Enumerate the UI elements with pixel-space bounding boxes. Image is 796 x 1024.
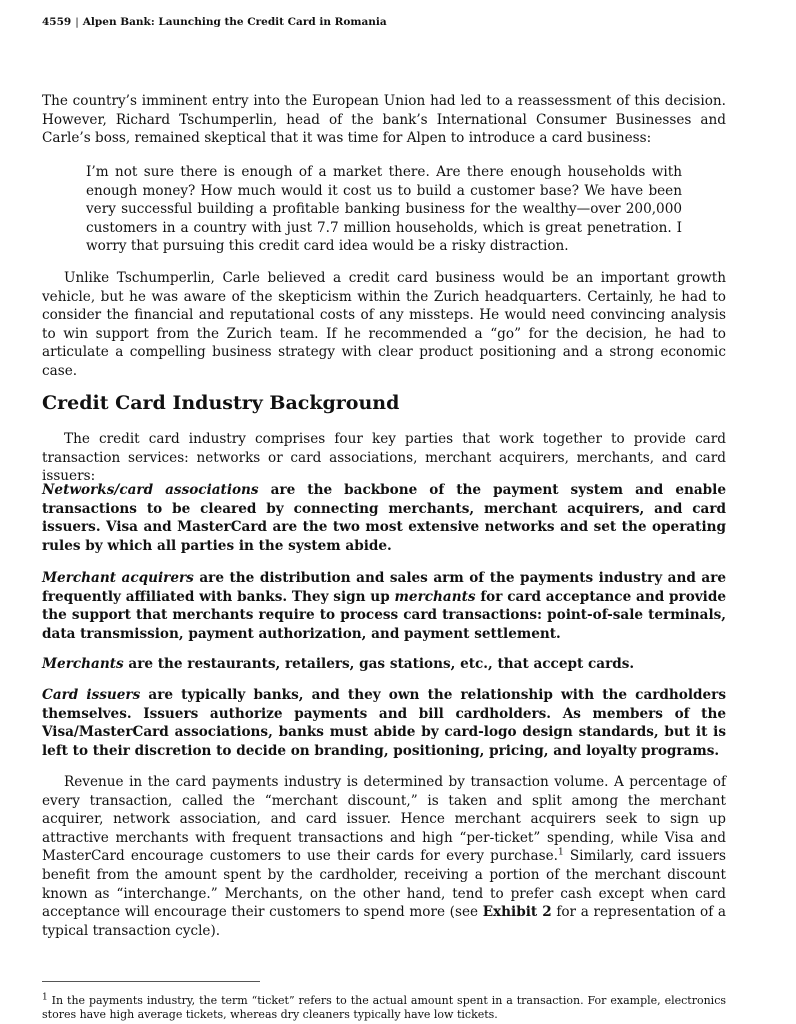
paragraph-carle: Unlike Tschumperlin, Carle believed a credit card business would be an important growth vehicle, but he was aware of the skepticism within the Zurich headquarters. Certainly, he had to consider the financial and reputational costs of any missteps. He would need convincing analysis to win support from the Zurich team. If he recommended a “go” for the decision, he had to articulate a compelling business strategy with clear product positioning and a strong economic case. bbox=[42, 270, 726, 379]
definition-networks bbox=[42, 481, 726, 555]
definition-merchant-acquirers-text-a: are the distribution and sales arm of the payments industry and are frequently affiliated with banks. They sign up bbox=[42, 570, 726, 605]
footnote-divider bbox=[42, 981, 260, 982]
definition-merchant-acquirers-text-b: for card acceptance and provide the support that merchants require to process card transactions: point-of-sale terminals, data transmission, payment authorization, and payment settlement. bbox=[42, 588, 726, 642]
header-separator: | bbox=[75, 16, 79, 28]
paragraph-revenue bbox=[42, 773, 726, 940]
paragraph-revenue-text-c: for a representation of a typical transaction cycle). bbox=[42, 904, 726, 939]
paragraph-intro: The country’s imminent entry into the European Union had led to a reassessment of this decision. However, Richard Tschumperlin, head of the bank’s International Consumer Businesses and Carle’s boss, remained skeptical that it was time for Alpen to introduce a card business: bbox=[42, 93, 726, 147]
term-merchant-acquirers: Merchant acquirers bbox=[42, 570, 194, 586]
footnote bbox=[42, 994, 726, 1022]
paragraph-revenue-text-a: Revenue in the card payments industry is determined by transaction volume. A percentage of every transaction, called the “merchant discount,” is taken and split among the merchant acquirer, network association, and card issuer. Hence merchant acquirers seek to sign up attractive merchants with frequent transactions and high “per-ticket” spending, while Visa and MasterCard encourage customers to use their cards for every purchase. bbox=[42, 774, 726, 865]
paragraph-industry-intro: The credit card industry comprises four key parties that work together to provide card transaction services: networks or card associations, merchant acquirers, merchants, and card issuers: bbox=[42, 431, 726, 485]
definition-card-issuers-text: are typically banks, and they own the relationship with the cardholders themselves. Issuers authorize payments and bill cardholders. As members of the Visa/MasterCard associations, banks must abide by card-logo design standards, but it is left to their discretion to decide on branding, positioning, pricing, and loyalty programs. bbox=[42, 687, 726, 759]
definition-merchant-acquirers bbox=[42, 569, 726, 643]
definition-merchants bbox=[42, 655, 726, 674]
definition-networks-text: are the backbone of the payment system and enable transactions to be cleared by connecting merchants, merchant acquirers, and card issuers. Visa and MasterCard are the two most extensive networks and set the operating rules by which all parties in the system abide. bbox=[42, 482, 726, 554]
footnote-text: In the payments industry, the term “ticket” refers to the actual amount spent in a transaction. For example, electronics stores have high average tickets, whereas dry cleaners typically have low tickets. bbox=[42, 994, 726, 1021]
definition-merchants-text: are the restaurants, retailers, gas stations, etc., that accept cards. bbox=[123, 656, 635, 672]
section-heading: Credit Card Industry Background bbox=[42, 392, 400, 414]
term-card-issuers: Card issuers bbox=[42, 687, 141, 703]
footnote-reference[interactable]: 1 bbox=[557, 847, 564, 858]
page-number: 4559 bbox=[42, 16, 72, 28]
definition-card-issuers bbox=[42, 686, 726, 760]
term-networks: Networks/card associations bbox=[42, 482, 259, 498]
footnote-marker: 1 bbox=[42, 992, 48, 1003]
paragraph-revenue-text-b: Similarly, card issuers benefit from the amount spent by the cardholder, receiving a portion of the merchant discount known as “interchange.” Merchants, on the other hand, tend to prefer cash except when card acceptance will encourage their customers to spend more (see bbox=[42, 848, 726, 921]
term-merchants: Merchants bbox=[42, 656, 124, 672]
term-merchants-inline: merchants bbox=[394, 588, 476, 605]
block-quote: I’m not sure there is enough of a market there. Are there enough households with enough money? How much would it cost us to build a customer base? We have been very successful building a profitable banking business for the wealthy—over 200,000 customers in a country with just 7.7 million households, which is great penetration. I worry that pursuing this credit card idea would be a risky distraction. bbox=[86, 164, 682, 255]
running-title: Alpen Bank: Launching the Credit Card in Romania bbox=[82, 16, 387, 28]
running-header bbox=[42, 16, 387, 28]
exhibit-reference: Exhibit 2 bbox=[482, 904, 552, 921]
